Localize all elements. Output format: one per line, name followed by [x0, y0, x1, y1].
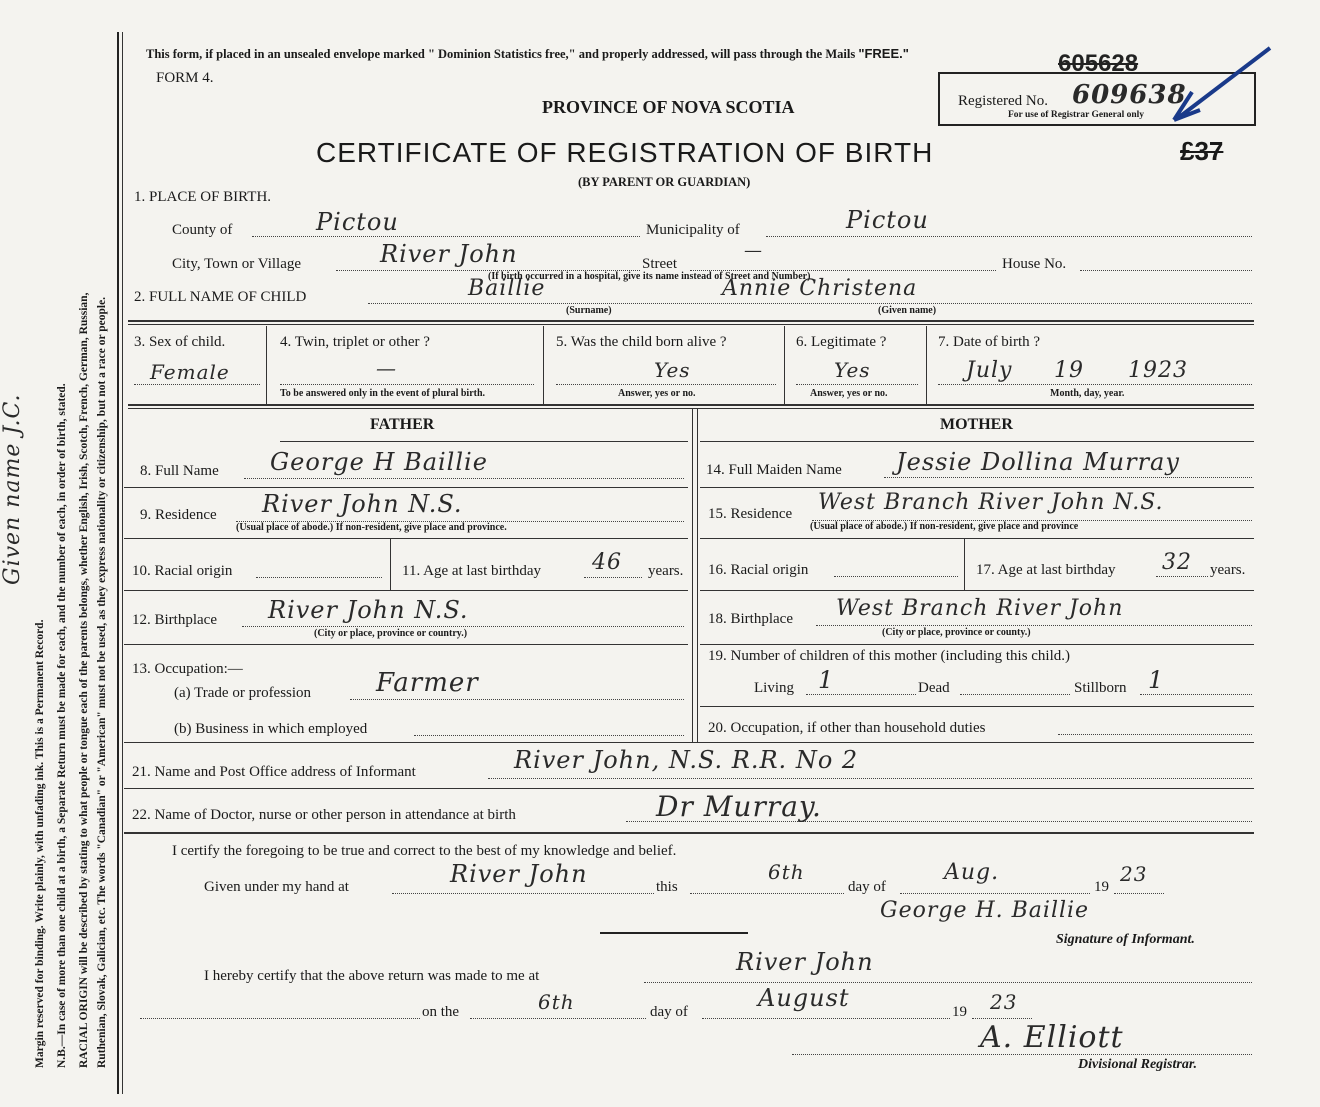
street-label: Street — [642, 256, 677, 272]
given-day-line — [690, 893, 844, 894]
father-birthplace-label: 12. Birthplace — [132, 612, 217, 628]
mother-residence-label: 15. Residence — [708, 506, 793, 522]
registrar-day: 6th — [538, 990, 575, 1014]
mother-age-line — [1156, 576, 1208, 577]
county-value: Pictou — [316, 208, 399, 236]
registrar-place-line — [644, 982, 1252, 983]
registrar-year-prefix: 19 — [952, 1004, 967, 1020]
registrar-signature: A. Elliott — [980, 1020, 1124, 1055]
registrar-year-line — [972, 1018, 1032, 1019]
given-month: Aug. — [944, 860, 1000, 885]
mother-racial-line — [834, 576, 958, 577]
business-line — [414, 735, 684, 736]
father-residence-note: (Usual place of abode.) If non-resident, give place and province. — [236, 522, 507, 533]
county-line — [252, 236, 640, 237]
this-label: this — [656, 879, 678, 895]
city-label: City, Town or Village — [172, 256, 302, 272]
mother-racial-label: 16. Racial origin — [708, 562, 809, 578]
given-year-prefix: 19 — [1094, 879, 1109, 895]
mother-name-label: 14. Full Maiden Name — [706, 462, 842, 478]
father-name-line — [244, 478, 684, 479]
informant-value: River John, N.S. R.R. No 2 — [514, 746, 859, 774]
alive-note: Answer, yes or no. — [618, 388, 696, 399]
father-residence-label: 9. Residence — [140, 507, 217, 523]
doctor-value: Dr Murray. — [656, 790, 822, 823]
given-year: 23 — [1120, 862, 1148, 886]
father-name-label: 8. Full Name — [140, 463, 219, 479]
given-year-line — [1114, 893, 1164, 894]
row-rule — [124, 742, 1254, 743]
trade-label: (a) Trade or profession — [174, 685, 312, 701]
registered-label: Registered No. — [958, 93, 1048, 109]
legitimate-note: Answer, yes or no. — [810, 388, 888, 399]
row-rule — [280, 441, 688, 442]
registrar-month-line — [702, 1018, 950, 1019]
father-heading: FATHER — [370, 416, 435, 433]
on-the-label: on the — [422, 1004, 460, 1020]
father-name: George H Baillie — [270, 448, 488, 476]
stillborn-label: Stillborn — [1074, 680, 1127, 696]
dob-caption: Month, day, year. — [1050, 388, 1125, 399]
given-caption: (Given name) — [878, 305, 937, 316]
mother-heading: MOTHER — [940, 416, 1013, 433]
house-line — [1080, 270, 1252, 271]
row-rule — [700, 441, 1254, 442]
dead-line — [960, 694, 1070, 695]
father-racial-label: 10. Racial origin — [132, 563, 233, 579]
margin-handwritten-note: Given name J.C. — [0, 393, 25, 585]
twin-note: To be answered only in the event of plural birth. — [280, 388, 486, 399]
province-heading: PROVINCE OF NOVA SCOTIA — [542, 97, 795, 117]
mother-age: 32 — [1162, 550, 1192, 575]
certificate-subtitle: (BY PARENT OR GUARDIAN) — [578, 175, 751, 189]
child-name-label: 2. FULL NAME OF CHILD — [134, 289, 307, 305]
checkmark-arrow-icon — [1170, 40, 1280, 130]
postal-note: This form, if placed in an unsealed envelope marked " Dominion Statistics free," and properly addressed, will pass through the Mails "FREE." — [146, 46, 909, 61]
twin-value: — — [376, 356, 397, 380]
section-rule — [128, 404, 1254, 406]
alive-label: 5. Was the child born alive ? — [556, 334, 727, 350]
mother-birthplace: West Branch River John — [836, 596, 1124, 621]
row-rule — [700, 590, 1254, 591]
mother-birthplace-label: 18. Birthplace — [708, 611, 793, 627]
registrar-day-line — [470, 1018, 646, 1019]
sex-label: 3. Sex of child. — [134, 334, 226, 350]
form-number: FORM 4. — [156, 70, 214, 86]
margin-note-multiple-births: N.B.—In case of more than one child at a birth, a Separate Return must be made for each, and the number of each, in order of birth, stated. — [56, 383, 68, 1068]
alive-line — [556, 384, 776, 385]
margin-note-racial-origin: RACIAL ORIGIN will be described by stating to what people or tongue each of the parents belongs, whether English, Irish, Scotch, French, German, Russian, — [78, 292, 90, 1068]
col-divider — [390, 538, 391, 590]
place-heading: 1. PLACE OF BIRTH. — [134, 189, 272, 205]
municipality-label: Municipality of — [646, 222, 740, 238]
mother-birthplace-line — [816, 625, 1252, 626]
row-rule — [700, 538, 1254, 539]
mother-occupation-line — [1058, 734, 1252, 735]
row-rule — [124, 538, 688, 539]
legitimate-value: Yes — [834, 358, 871, 382]
child-surname: Baillie — [468, 276, 546, 301]
county-label: County of — [172, 222, 233, 238]
signature-short-rule — [600, 932, 748, 934]
father-age-line — [584, 577, 642, 578]
section-rule-inner — [128, 324, 1254, 325]
col-divider — [926, 326, 927, 404]
col-divider — [543, 326, 544, 404]
registrar-place: River John — [736, 948, 874, 976]
given-place: River John — [450, 860, 588, 888]
sex-line — [134, 384, 260, 385]
row-rule — [124, 832, 1254, 834]
informant-signature-caption: Signature of Informant. — [1056, 932, 1195, 947]
mother-residence-note: (Usual place of abode.) If non-resident, give place and province — [810, 521, 1079, 532]
section-rule-inner — [128, 408, 1254, 409]
surname-caption: (Surname) — [566, 305, 612, 316]
occupation-label: 13. Occupation:— — [132, 661, 243, 677]
dob-label: 7. Date of birth ? — [938, 334, 1041, 350]
registrar-lead-line — [140, 1018, 420, 1019]
given-place-line — [392, 893, 654, 894]
father-residence: River John N.S. — [262, 490, 463, 518]
given-under-label: Given under my hand at — [204, 879, 349, 895]
father-birthplace-line — [242, 626, 684, 627]
father-years: years. — [648, 563, 684, 579]
business-label: (b) Business in which employed — [174, 721, 368, 737]
col-divider — [964, 538, 965, 590]
father-birthplace-note: (City or place, province or country.) — [314, 628, 468, 639]
father-age: 46 — [592, 550, 622, 575]
living-value: 1 — [818, 666, 835, 694]
certificate-title: CERTIFICATE OF REGISTRATION OF BIRTH — [316, 137, 934, 168]
municipality-line — [766, 236, 1252, 237]
dob-day: 19 — [1054, 358, 1084, 383]
col-divider — [784, 326, 785, 404]
margin-rule-inner — [122, 32, 123, 1094]
legitimate-line — [796, 384, 918, 385]
margin-note-racial-origin-2: Ruthenian, Slovak, Galician, etc. The words "Canadian" or "American" must not be used, as they express nationality or citizenship, but not a race or people. — [96, 296, 108, 1068]
mother-age-label: 17. Age at last birthday — [976, 562, 1116, 578]
child-name-line — [368, 303, 1252, 304]
living-line — [806, 694, 916, 695]
stillborn-line — [1140, 694, 1252, 695]
mother-occupation-label: 20. Occupation, if other than household duties — [708, 720, 986, 736]
registrar-caption: Divisional Registrar. — [1078, 1057, 1198, 1072]
street-value: — — [744, 240, 763, 261]
doctor-label: 22. Name of Doctor, nurse or other person in attendance at birth — [132, 807, 516, 823]
mother-birthplace-note: (City or place, province or county.) — [882, 627, 1031, 638]
legitimate-label: 6. Legitimate ? — [796, 334, 887, 350]
col-divider — [266, 326, 267, 404]
dob-month: July — [966, 358, 1013, 383]
registrar-certify-text: I hereby certify that the above return was made to me at — [204, 968, 540, 984]
registrar-month: August — [758, 984, 850, 1012]
house-label: House No. — [1002, 256, 1067, 272]
dob-line — [938, 384, 1252, 385]
struck-code: £37 — [1180, 136, 1224, 166]
informant-signature: George H. Baillie — [880, 898, 1090, 923]
alive-value: Yes — [654, 358, 691, 382]
given-day: 6th — [768, 860, 805, 884]
parents-divider-inner — [697, 408, 698, 742]
trade-value: Farmer — [376, 668, 479, 698]
living-label: Living — [754, 680, 794, 696]
registrar-year: 23 — [990, 990, 1018, 1014]
mother-name-line — [884, 477, 1252, 478]
father-age-label: 11. Age at last birthday — [402, 563, 541, 579]
stillborn-value: 1 — [1148, 666, 1165, 694]
row-rule — [700, 487, 1254, 488]
registrar-day-of: day of — [650, 1004, 688, 1020]
twin-label: 4. Twin, triplet or other ? — [280, 334, 430, 350]
sex-value: Female — [150, 360, 230, 384]
row-rule — [124, 644, 688, 645]
row-rule — [124, 487, 688, 488]
row-rule — [700, 706, 1254, 707]
trade-line — [350, 699, 684, 700]
row-rule — [124, 788, 1254, 789]
children-count-label: 19. Number of children of this mother (including this child.) — [708, 648, 1071, 664]
city-value: River John — [380, 240, 518, 268]
given-day-of: day of — [848, 879, 886, 895]
margin-note-binding: Margin reserved for binding. Write plainly, with unfading ink. This is a Permanent Record. — [34, 619, 46, 1068]
father-birthplace: River John N.S. — [268, 596, 469, 624]
hospital-note: (If birth occurred in a hospital, give its name instead of Street and Number) — [488, 271, 811, 282]
child-given-name: Annie Christena — [722, 276, 918, 301]
parents-divider — [692, 408, 693, 742]
dead-label: Dead — [918, 680, 950, 696]
father-racial-line — [256, 577, 382, 578]
certify-text: I certify the foregoing to be true and correct to the best of my knowledge and belief. — [172, 843, 677, 859]
section-rule — [128, 320, 1254, 322]
municipality-value: Pictou — [846, 206, 929, 234]
given-month-line — [900, 893, 1090, 894]
registered-number: 609638 — [1072, 80, 1187, 110]
dob-year: 1923 — [1128, 358, 1188, 383]
registrar-use-note: For use of Registrar General only — [1008, 110, 1145, 120]
row-rule — [124, 590, 688, 591]
informant-line — [488, 778, 1252, 779]
twin-line — [280, 384, 534, 385]
margin-rule — [117, 32, 119, 1094]
mother-years: years. — [1210, 562, 1246, 578]
mother-name: Jessie Dollina Murray — [896, 448, 1180, 476]
row-rule — [700, 644, 1254, 645]
struck-number: 605628 — [1058, 50, 1139, 77]
informant-label: 21. Name and Post Office address of Informant — [132, 764, 416, 780]
mother-residence: West Branch River John N.S. — [818, 490, 1164, 515]
